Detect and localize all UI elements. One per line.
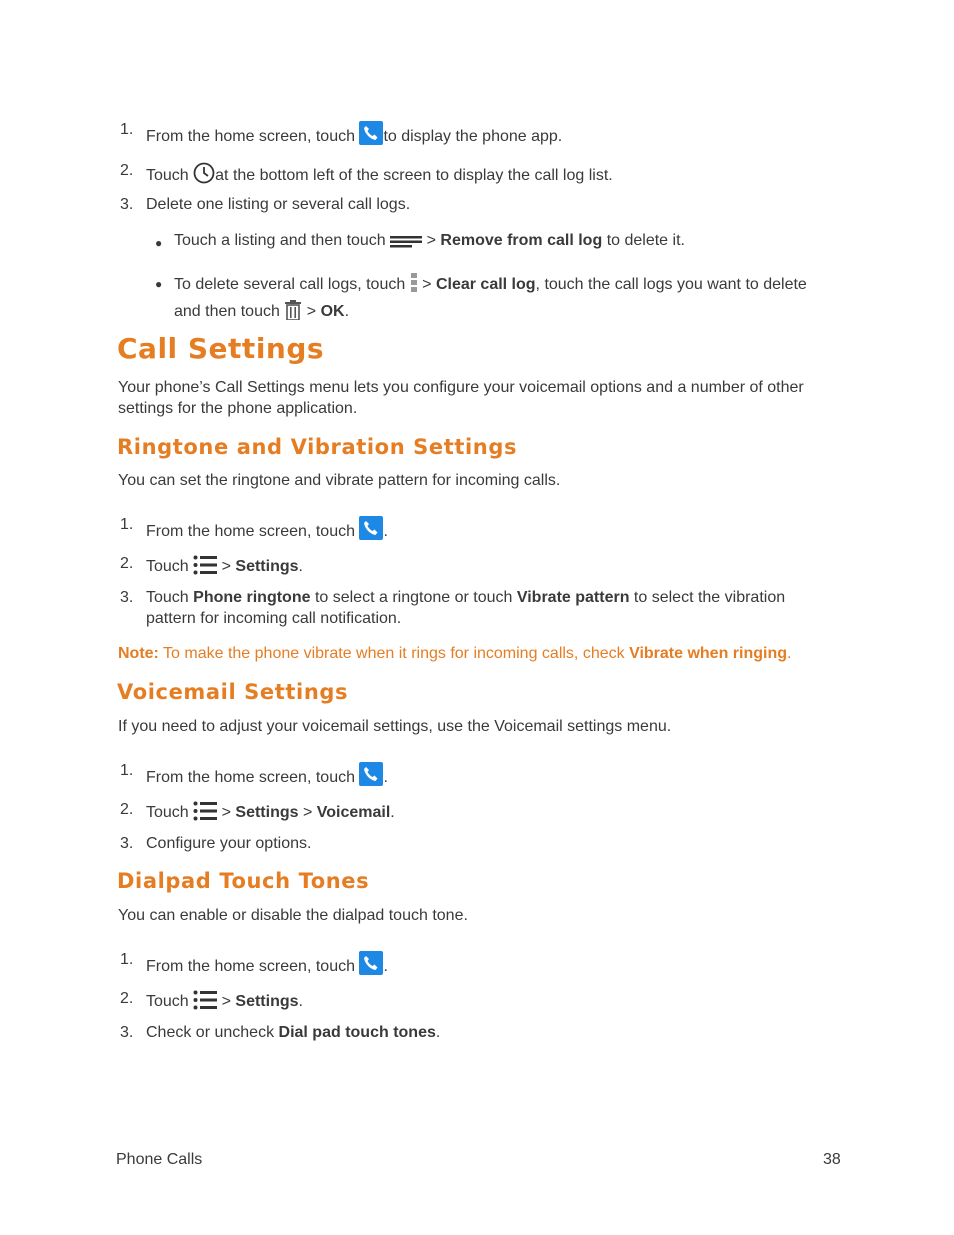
- item-text: From the home screen, touch: [146, 523, 355, 540]
- list-number: 1.: [120, 951, 134, 968]
- item-bold: Vibrate pattern: [516, 589, 630, 606]
- item-text: .: [383, 523, 388, 540]
- list-item: [146, 555, 303, 580]
- list-number: 3.: [120, 589, 134, 606]
- separator: >: [221, 558, 231, 575]
- item-text: to delete it.: [606, 232, 685, 249]
- item-text: To delete several call logs, touch: [174, 276, 406, 293]
- bullet-item: [174, 232, 685, 254]
- list-menu-icon: [193, 990, 217, 1015]
- item-text: .: [390, 804, 395, 821]
- separator: >: [426, 232, 436, 249]
- section-heading: Ringtone and Vibration Settings: [117, 435, 518, 459]
- item-bold: Settings: [235, 804, 299, 821]
- list-number: 3.: [120, 835, 134, 852]
- list-item: [146, 589, 785, 607]
- list-menu-icon: [193, 801, 217, 826]
- item-text: From the home screen, touch: [146, 958, 355, 975]
- list-number: 3.: [120, 1024, 134, 1041]
- item-text: .: [298, 993, 303, 1010]
- item-text: at the bottom left of the screen to display the call log list.: [215, 167, 613, 184]
- list-number: 3.: [120, 196, 134, 213]
- list-item: [146, 951, 388, 976]
- separator: >: [221, 993, 231, 1010]
- item-text: From the home screen, touch: [146, 128, 355, 145]
- phone-app-icon: [359, 951, 383, 975]
- item-text: , touch the call logs you want to delete: [535, 276, 807, 293]
- list-item: [146, 516, 388, 541]
- item-text: to select a ringtone or touch: [314, 589, 513, 606]
- trash-icon: [284, 300, 302, 325]
- note-text: .: [787, 645, 792, 662]
- item-text: .: [383, 769, 388, 786]
- paragraph: You can set the ringtone and vibrate pattern for incoming calls.: [118, 472, 561, 489]
- list-item: [146, 162, 613, 189]
- more-options-icon: [410, 273, 418, 298]
- separator: >: [302, 804, 313, 821]
- footer-section: Phone Calls: [116, 1151, 203, 1168]
- item-bold: Settings: [235, 558, 299, 575]
- paragraph: If you need to adjust your voicemail settings, use the Voicemail settings menu.: [118, 718, 672, 735]
- list-item: [146, 121, 562, 146]
- list-number: 1.: [120, 762, 134, 779]
- section-heading: Dialpad Touch Tones: [117, 869, 370, 893]
- menu-icon: [390, 235, 422, 254]
- item-text: .: [344, 303, 350, 320]
- item-text: Touch: [146, 804, 189, 821]
- item-text: Touch: [146, 558, 189, 575]
- item-bold: Remove from call log: [440, 232, 603, 249]
- list-item-line2: pattern for incoming call notification.: [146, 610, 402, 627]
- item-text: .: [298, 558, 303, 575]
- item-text: .: [435, 1024, 441, 1041]
- item-text: and then touch: [174, 303, 280, 320]
- paragraph: You can enable or disable the dialpad touch tone.: [118, 907, 468, 924]
- bullet-item: [174, 273, 807, 298]
- section-heading: Voicemail Settings: [117, 680, 349, 704]
- list-item-text: Delete one listing or several call logs.: [146, 196, 411, 213]
- item-bold: Settings: [235, 993, 299, 1010]
- list-item: [146, 801, 395, 826]
- item-bold: Voicemail: [316, 804, 391, 821]
- item-text: to display the phone app.: [383, 128, 563, 145]
- item-bold: Phone ringtone: [193, 589, 311, 606]
- list-number: 2.: [120, 801, 134, 818]
- list-item: [146, 990, 303, 1015]
- bullet: ●: [155, 236, 163, 250]
- page-number: 38: [823, 1151, 841, 1168]
- list-item: [146, 1024, 440, 1042]
- separator: >: [422, 276, 432, 293]
- paragraph: Your phone’s Call Settings menu lets you configure your voicemail options and a number of other: [118, 379, 804, 396]
- note: [118, 645, 791, 663]
- list-item: [146, 762, 388, 787]
- list-number: 2.: [120, 555, 134, 572]
- separator: >: [221, 804, 231, 821]
- bullet: ●: [155, 277, 163, 291]
- item-bold: Clear call log: [435, 276, 536, 293]
- list-number: 1.: [120, 121, 134, 138]
- note-label: Note:: [118, 645, 159, 662]
- list-number: 2.: [120, 162, 134, 179]
- item-text: .: [383, 958, 388, 975]
- list-number: 2.: [120, 990, 134, 1007]
- item-text: to select the vibration: [633, 589, 786, 606]
- item-text: Touch a listing and then touch: [174, 232, 386, 249]
- item-text: From the home screen, touch: [146, 769, 355, 786]
- item-text: Check or uncheck: [146, 1024, 275, 1041]
- item-text: Touch: [146, 589, 189, 606]
- bullet-item-line2: [174, 300, 349, 325]
- list-menu-icon: [193, 555, 217, 580]
- page-title: Call Settings: [117, 332, 325, 365]
- paragraph: settings for the phone application.: [118, 400, 358, 417]
- phone-app-icon: [359, 121, 383, 145]
- list-item-text: Configure your options.: [146, 835, 312, 852]
- note-bold: Vibrate when ringing: [629, 645, 788, 662]
- list-number: 1.: [120, 516, 134, 533]
- phone-app-icon: [359, 516, 383, 540]
- item-bold: Dial pad touch tones: [278, 1024, 436, 1041]
- note-text: To make the phone vibrate when it rings for incoming calls, check: [163, 645, 625, 662]
- phone-app-icon: [359, 762, 383, 786]
- separator: >: [306, 303, 317, 320]
- item-text: Touch: [146, 167, 189, 184]
- item-bold: OK: [320, 303, 345, 320]
- clock-icon: [193, 162, 215, 189]
- item-text: Touch: [146, 993, 189, 1010]
